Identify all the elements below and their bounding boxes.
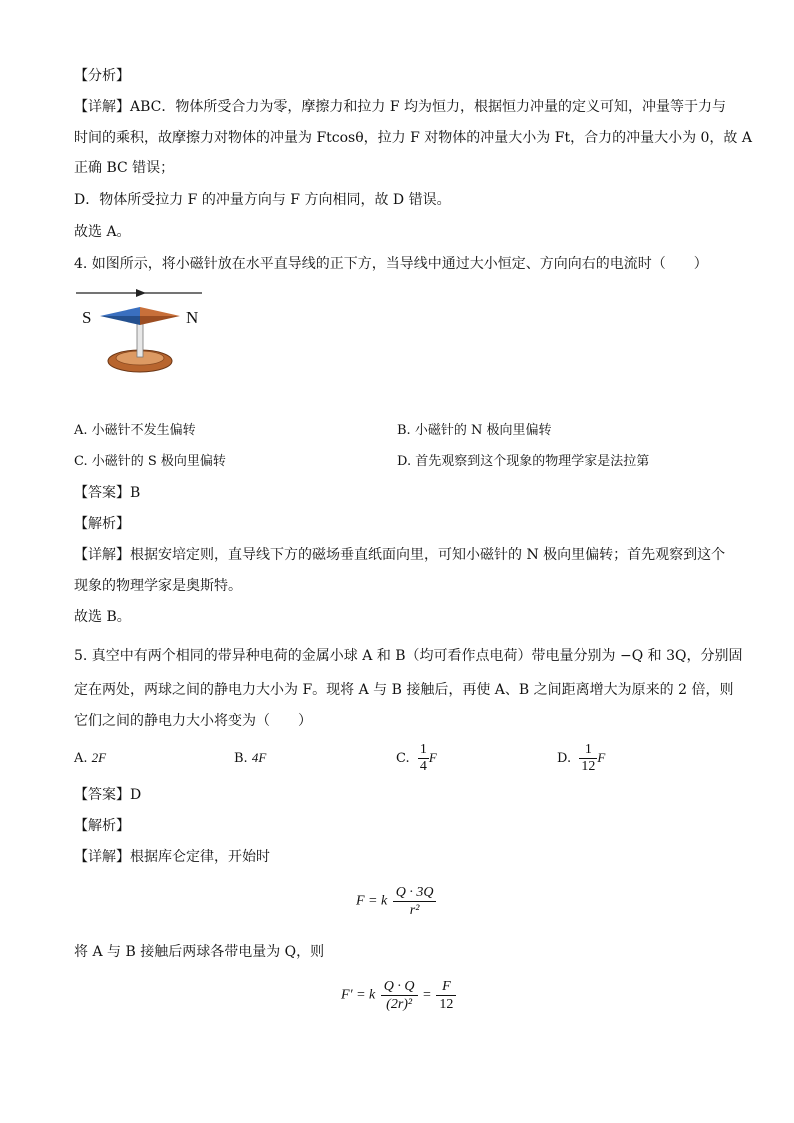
question-5-stem-line-2: 定在两处，两球之间的静电力大小为 F。现将 A 与 B 接触后，再使 A、B 之间距离增大为原来的 2 倍，则 — [74, 682, 734, 698]
detail-line-3: 正确 BC 错误； — [74, 160, 175, 176]
fraction-one-quarter: $\frac{1}{4}$ — [419, 742, 427, 774]
q4-answer: 【答案】B — [74, 485, 141, 501]
q5-option-c: C. $\frac{1}{4}$ F — [396, 742, 437, 774]
equation-coulomb-final: F′ = k $\frac{Q \cdot Q}{\text{(2r)²}}$ = $\frac{F}{12}$ — [341, 978, 458, 1013]
detail-line-5: 故选 A。 — [74, 224, 131, 240]
q5-detail-line-1: 【详解】根据库仑定律，开始时 — [74, 849, 270, 865]
q4-analysis-label: 【解析】 — [74, 516, 130, 532]
q5-detail-line-2: 将 A 与 B 接触后两球各带电量为 Q，则 — [74, 944, 325, 960]
compass-figure — [70, 283, 210, 383]
detail-line-1: 【详解】ABC．物体所受合力为零，摩擦力和拉力 F 均为恒力，根据恒力冲量的定义可知，冲量等于力与 — [74, 99, 726, 115]
s-pole-label: S — [82, 308, 92, 327]
analysis-label: 【分析】 — [74, 68, 130, 84]
q4-option-d: D. 首先观察到这个现象的物理学家是法拉第 — [397, 454, 650, 469]
q5-analysis-label: 【解析】 — [74, 818, 130, 834]
detail-line-2: 时间的乘积，故摩擦力对物体的冲量为 Ftcosθ，拉力 F 对物体的冲量大小为 Ft，合力的冲量大小为 0，故 A — [74, 130, 752, 146]
q4-choose: 故选 B。 — [74, 609, 131, 625]
q5-option-b: B. 4F — [234, 750, 267, 766]
q4-detail-line-2: 现象的物理学家是奥斯特。 — [74, 578, 242, 594]
q4-option-c: C. 小磁针的 S 极向里偏转 — [74, 454, 226, 469]
q4-detail-line-1: 【详解】根据安培定则，直导线下方的磁场垂直纸面向里，可知小磁针的 N 极向里偏转；首先观察到这个 — [74, 547, 726, 563]
equation-coulomb-initial: F = k $\frac{Q \cdot 3Q}{\text{r²}}$ — [356, 884, 438, 919]
q4-option-a: A. 小磁针不发生偏转 — [74, 423, 196, 438]
detail-line-4: D．物体所受拉力 F 的冲量方向与 F 方向相同，故 D 错误。 — [74, 192, 451, 208]
question-5-stem-line-3: 它们之间的静电力大小将变为（ ） — [74, 713, 312, 729]
q5-answer: 【答案】D — [74, 787, 142, 803]
fraction-one-twelfth: $\frac{1}{12}$ — [581, 742, 596, 774]
q5-option-d: D. $\frac{1}{12}$ F — [557, 742, 606, 774]
question-4-stem: 4. 如图所示，将小磁针放在水平直导线的正下方，当导线中通过大小恒定、方向向右的电流时（ ） — [74, 256, 708, 272]
q4-option-b: B. 小磁针的 N 极向里偏转 — [397, 423, 552, 438]
q5-option-a: A. 2F — [74, 750, 107, 766]
question-5-stem-line-1: 5. 真空中有两个相同的带异种电荷的金属小球 A 和 B（均可看作点电荷）带电量分别为 −Q 和 3Q，分别固 — [74, 648, 743, 664]
n-pole-label: N — [186, 308, 199, 327]
